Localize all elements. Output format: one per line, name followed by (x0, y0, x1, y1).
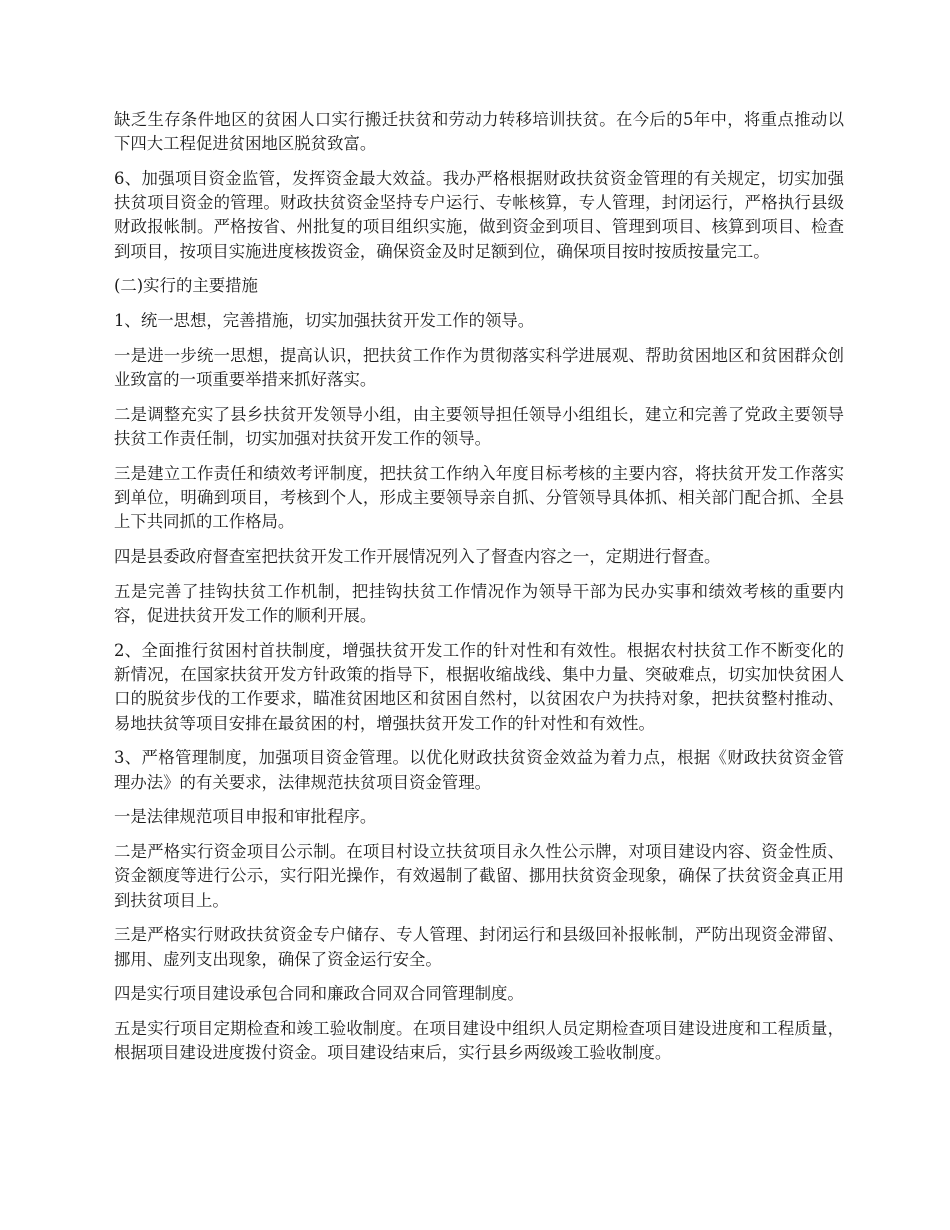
paragraph: 2、全面推行贫困村首扶制度，增强扶贫开发工作的针对性和有效性。根据农村扶贫工作不断变化的新情况，在国家扶贫开发方针政策的指导下，根据收缩战线、集中力量、突破难点，切实加快贫困人口的脱贫步伐的工作要求，瞄准贫困地区和贫困自然村，以贫困农户为扶持对象，把扶贫整村推动、易地扶贫等项目安排在最贫困的村，增强扶贫开发工作的针对性和有效性。 (114, 641, 844, 733)
paragraph: 二是严格实行资金项目公示制。在项目村设立扶贫项目永久性公示牌，对项目建设内容、资金性质、资金额度等进行公示，实行阳光操作，有效遏制了截留、挪用扶贫资金现象，确保了扶贫资金真正用到扶贫项目上。 (114, 842, 844, 910)
paragraph: 1、统一思想，完善措施，切实加强扶贫开发工作的领导。 (114, 311, 535, 331)
paragraph: 四是实行项目建设承包合同和廉政合同双合同管理制度。 (114, 984, 524, 1004)
paragraph: 四是县委政府督查室把扶贫开发工作开展情况列入了督查内容之一，定期进行督查。 (114, 547, 721, 567)
paragraph: 三是严格实行财政扶贫资金专户储存、专人管理、封闭运行和县级回补报帐制，严防出现资金滞留、挪用、虚列支出现象，确保了资金运行安全。 (114, 925, 844, 969)
paragraph: 三是建立工作责任和绩效考评制度，把扶贫工作纳入年度目标考核的主要内容，将扶贫开发工作落实到单位，明确到项目，考核到个人，形成主要领导亲自抓、分管领导具体抓、相关部门配合抓、全县上下共同抓的工作格局。 (114, 464, 844, 532)
document-body (114, 108, 844, 1076)
paragraph: 五是实行项目定期检查和竣工验收制度。在项目建设中组织人员定期检查项目建设进度和工程质量，根据项目建设进度拨付资金。项目建设结束后，实行县乡两级竣工验收制度。 (114, 1019, 844, 1063)
paragraph: 五是完善了挂钩扶贫工作机制，把挂钩扶贫工作情况作为领导干部为民办实事和绩效考核的重要内容，促进扶贫开发工作的顺利开展。 (114, 582, 844, 626)
paragraph: 3、严格管理制度，加强项目资金管理。以优化财政扶贫资金效益为着力点，根据《财政扶贫资金管理办法》的有关要求，法律规范扶贫项目资金管理。 (114, 748, 844, 792)
paragraph: 缺乏生存条件地区的贫困人口实行搬迁扶贫和劳动力转移培训扶贫。在今后的5年中，将重点推动以下四大工程促进贫困地区脱贫致富。 (114, 110, 844, 154)
paragraph: 二是调整充实了县乡扶贫开发领导小组，由主要领导担任领导小组组长，建立和完善了党政主要领导扶贫工作责任制，切实加强对扶贫开发工作的领导。 (114, 405, 844, 449)
section-heading: (二)实行的主要措施 (114, 276, 258, 296)
paragraph: 6、加强项目资金监管，发挥资金最大效益。我办严格根据财政扶贫资金管理的有关规定，切实加强扶贫项目资金的管理。财政扶贫资金坚持专户运行、专帐核算，专人管理，封闭运行，严格执行县级财政报帐制。严格按省、州批复的项目组织实施，做到资金到项目、管理到项目、核算到项目、检查到项目，按项目实施进度核拨资金，确保资金及时足额到位，确保项目按时按质按量完工。 (114, 169, 844, 261)
paragraph: 一是法律规范项目申报和审批程序。 (114, 807, 377, 827)
paragraph: 一是进一步统一思想，提高认识，把扶贫工作作为贯彻落实科学进展观、帮助贫困地区和贫困群众创业致富的一项重要举措来抓好落实。 (114, 346, 844, 390)
